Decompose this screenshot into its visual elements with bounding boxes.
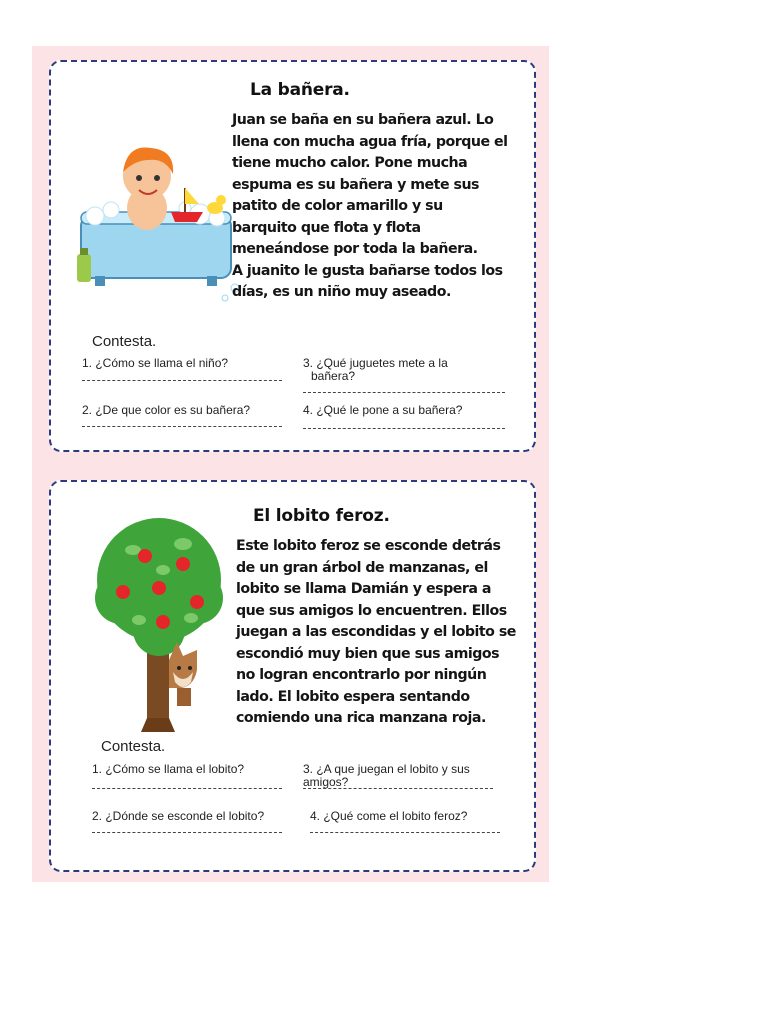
- reading-card-el-lobito-feroz: [49, 480, 536, 872]
- question-3-line: bañera?: [311, 369, 356, 383]
- story-line: A juanito le gusta bañarse todos los: [232, 262, 503, 279]
- answer-line-4[interactable]: [310, 832, 500, 833]
- story-line: patito de color amarillo y su: [232, 198, 443, 214]
- story-text: [236, 536, 528, 730]
- story-line: comiendo una rica manzana roja.: [236, 710, 486, 726]
- story-line: tiene mucho calor. Pone mucha: [232, 155, 468, 171]
- question-1: 1. ¿Cómo se llama el lobito?: [92, 762, 245, 776]
- question-3: [303, 357, 513, 383]
- story-line: barquito que flota y flota: [232, 219, 421, 236]
- answer-line-2[interactable]: [82, 426, 282, 427]
- answer-line-1[interactable]: [92, 788, 282, 789]
- story-line: no logran encontrarlo por ningún: [236, 667, 487, 683]
- story-line: Juan se baña en su bañera azul. Lo: [232, 112, 494, 128]
- answer-line-3[interactable]: [303, 392, 505, 393]
- question-3-line: 3. ¿Qué juguetes mete a la: [303, 356, 448, 370]
- answer-line-4[interactable]: [303, 428, 505, 429]
- story-line: escondió muy bien que sus amigos: [236, 645, 500, 662]
- story-line: de un gran árbol de manzanas, el: [236, 559, 488, 576]
- story-line: lado. El lobito espera sentando: [236, 688, 470, 705]
- story-text: [232, 110, 532, 304]
- boy-in-bathtub-illustration: [75, 138, 245, 318]
- question-1: 1. ¿Cómo se llama el niño?: [82, 356, 229, 370]
- worksheet-page: [32, 46, 549, 882]
- question-2: 2. ¿Dónde se esconde el lobito?: [92, 809, 265, 823]
- question-2: 2. ¿De que color es su bañera?: [82, 403, 251, 417]
- answer-line-2[interactable]: [92, 832, 282, 833]
- story-line: llena con mucha agua fría, porque el: [232, 133, 508, 150]
- reading-card-la-banera: [49, 60, 536, 452]
- question-3: [303, 763, 513, 789]
- story-line: lobito se llama Damián y espera a: [236, 581, 491, 597]
- story-line: meneándose por toda la bañera.: [232, 241, 478, 257]
- contesta-heading: Contesta.: [92, 333, 157, 350]
- story-title: La bañera.: [250, 80, 350, 100]
- story-line: juegan a las escondidas y el lobito se: [236, 624, 516, 640]
- story-title: El lobito feroz.: [253, 506, 390, 526]
- answer-line-1[interactable]: [82, 380, 282, 381]
- question-4: 4. ¿Qué le pone a su bañera?: [303, 403, 463, 417]
- story-line: Este lobito feroz se esconde detrás: [236, 538, 501, 554]
- story-line: espuma es su bañera y mete sus: [232, 176, 479, 193]
- answer-line-3[interactable]: [303, 788, 493, 789]
- question-3-line: 3. ¿A que juegan el lobito y sus: [303, 762, 470, 776]
- contesta-heading: Contesta.: [101, 738, 166, 755]
- question-3-line: amigos?: [303, 775, 349, 789]
- story-line: días, es un niño muy aseado.: [232, 284, 451, 300]
- question-4: 4. ¿Qué come el lobito feroz?: [310, 809, 468, 823]
- apple-tree-with-fox-illustration: [93, 510, 233, 740]
- story-line: que sus amigos lo encuentren. Ellos: [236, 602, 507, 619]
